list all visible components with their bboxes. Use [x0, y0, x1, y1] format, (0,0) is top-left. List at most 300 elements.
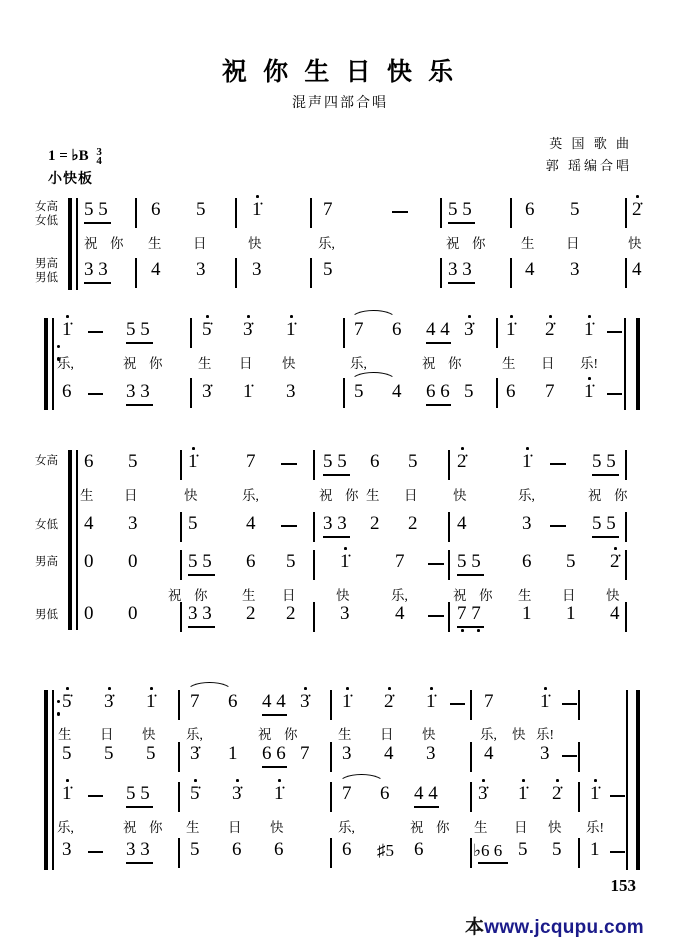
lyric: 生 — [518, 588, 532, 603]
note: 5 — [552, 839, 562, 860]
part-label-bass: 男低 — [35, 609, 58, 621]
subtitle: 混声四部合唱 — [292, 96, 388, 111]
beam — [188, 574, 215, 576]
note: ♯5 — [377, 841, 394, 860]
lyric: 日 — [514, 820, 528, 835]
lyric: 祝 — [319, 488, 333, 503]
note: 5 — [566, 551, 576, 572]
note: 5 5 — [448, 199, 472, 220]
note-extension-dash — [607, 393, 622, 395]
note: 3 3 — [323, 513, 347, 534]
lyric: 乐! — [586, 820, 604, 835]
note: 1̇ — [522, 451, 532, 472]
barline — [330, 690, 332, 720]
key-signature-text: 1 = ♭B — [48, 148, 89, 164]
lyric: 乐, — [242, 488, 259, 503]
note-extension-dash — [281, 525, 297, 527]
note: 1̇ — [584, 381, 594, 402]
lyric: 日 — [404, 488, 418, 503]
barline — [578, 782, 580, 812]
note-extension-dash — [562, 755, 577, 757]
note: 2 — [246, 603, 256, 624]
note: 5 — [570, 199, 580, 220]
note: 1̇ — [540, 691, 550, 712]
note: 0 — [128, 551, 138, 572]
barline — [578, 742, 580, 772]
note: 1̇ — [146, 691, 156, 712]
lyric: 乐, — [480, 727, 497, 742]
barline — [135, 198, 137, 228]
barline — [448, 512, 450, 542]
note: 3 — [570, 259, 580, 280]
lyric: 快 — [453, 488, 467, 503]
note: 0 — [84, 551, 94, 572]
note: 3̇ — [300, 691, 310, 712]
note: 7 7 — [457, 603, 481, 624]
lyric: 你 — [479, 588, 493, 603]
note: 3̇ — [190, 743, 200, 764]
note: 2̇ — [632, 199, 642, 220]
lyric: 日 — [124, 488, 138, 503]
beam — [457, 626, 484, 628]
barline — [440, 198, 442, 228]
octave-dot — [526, 447, 529, 450]
note: 6 — [342, 839, 352, 860]
lyric: 快 — [628, 236, 642, 251]
note: 5 — [128, 451, 138, 472]
note: 3̇ — [104, 691, 114, 712]
note: 7 — [323, 199, 333, 220]
note-extension-dash — [428, 563, 444, 565]
barline — [578, 690, 580, 720]
note: 3 — [426, 743, 436, 764]
barline — [330, 838, 332, 868]
barline — [625, 512, 627, 542]
lyric: 日 — [100, 727, 114, 742]
system-open-barline — [44, 318, 48, 410]
system-open-barline — [68, 198, 72, 290]
note: 1̇ — [62, 319, 72, 340]
note: 1̇ — [426, 691, 436, 712]
note: 6 — [246, 551, 256, 572]
barline — [235, 198, 237, 228]
note: 7 — [395, 551, 405, 572]
note: 4 — [151, 259, 161, 280]
lyric: 生 — [521, 236, 535, 251]
lyric: 你 — [149, 356, 163, 371]
lyric: 日 — [228, 820, 242, 835]
note-extension-dash — [562, 703, 577, 705]
octave-dot — [522, 779, 525, 782]
octave-dot — [150, 687, 153, 690]
system-open-barline — [44, 690, 48, 870]
lyric: 日 — [566, 236, 580, 251]
lyric: 你 — [614, 488, 628, 503]
lyric: 快 — [422, 727, 436, 742]
octave-dot — [290, 315, 293, 318]
note-extension-dash — [281, 463, 297, 465]
octave-dot — [346, 687, 349, 690]
lyric: 快 — [512, 727, 526, 742]
note: 6 — [274, 839, 284, 860]
note: 3 — [540, 743, 550, 764]
lyric: 生 — [80, 488, 94, 503]
note: 5 — [408, 451, 418, 472]
barline — [343, 378, 345, 408]
note: 1̇ — [188, 451, 198, 472]
beam — [448, 222, 475, 224]
lyric: 快 — [142, 727, 156, 742]
lyric: 日 — [562, 588, 576, 603]
note: 4 — [395, 603, 405, 624]
octave-dot — [192, 447, 195, 450]
note: 4 4 — [262, 691, 286, 712]
note: 5 5 — [84, 199, 108, 220]
barline — [178, 690, 180, 720]
octave-dot — [66, 315, 69, 318]
note: 5 — [518, 839, 528, 860]
lyric: 日 — [193, 236, 207, 251]
note: 1̇ — [286, 319, 296, 340]
barline — [510, 198, 512, 228]
barline — [343, 318, 345, 348]
lyric: 祝 — [446, 236, 460, 251]
octave-dot — [304, 687, 307, 690]
note: 6 — [522, 551, 532, 572]
barline — [235, 258, 237, 288]
page-number: 153 — [610, 876, 636, 895]
note: 3 3 — [126, 381, 150, 402]
note: 1̇ — [506, 319, 516, 340]
barline — [496, 378, 498, 408]
lyric: 日 — [541, 356, 555, 371]
octave-dot — [549, 315, 552, 318]
lyric: 祝 — [258, 727, 272, 742]
barline — [190, 378, 192, 408]
octave-dot — [344, 547, 347, 550]
octave-dot — [236, 779, 239, 782]
barline — [470, 690, 472, 720]
lyric: 快 — [282, 356, 296, 371]
beam — [126, 342, 153, 344]
note-extension-dash — [88, 851, 103, 853]
lyric: 乐! — [536, 727, 554, 742]
lyric: 乐, — [186, 727, 203, 742]
tempo-marking: 小快板 — [48, 172, 93, 187]
note: 2̇ — [610, 551, 620, 572]
note: 6 — [525, 199, 535, 220]
system-open-barline — [68, 450, 72, 630]
note: 1̇ — [584, 319, 594, 340]
octave-dot — [556, 779, 559, 782]
note: 6 — [232, 839, 242, 860]
lyric: 乐, — [518, 488, 535, 503]
note: 7 — [300, 743, 310, 764]
beam — [84, 222, 111, 224]
note: 3 — [340, 603, 350, 624]
lyric: 生 — [198, 356, 212, 371]
note: 5 — [323, 259, 333, 280]
octave-dot — [206, 315, 209, 318]
note: 3 — [342, 743, 352, 764]
note: 5̇ — [62, 691, 72, 712]
lyric: 快 — [270, 820, 284, 835]
watermark-url: www.jcqupu.com — [484, 917, 644, 938]
note: 3 — [522, 513, 532, 534]
lyric: 你 — [149, 820, 163, 835]
note: 1̇ — [274, 783, 284, 804]
note: 3̇ — [232, 783, 242, 804]
time-signature: 3 4 — [96, 145, 102, 167]
beam — [262, 714, 287, 716]
barline — [440, 258, 442, 288]
lyric: 祝 — [84, 236, 98, 251]
note: 6 — [506, 381, 516, 402]
beam — [126, 404, 153, 406]
lyric: 祝 — [588, 488, 602, 503]
note: 3 3 — [188, 603, 212, 624]
beam — [323, 536, 350, 538]
site-watermark — [465, 912, 644, 939]
barline — [578, 838, 580, 868]
note: 5 5 — [457, 551, 481, 572]
beam — [457, 574, 484, 576]
note: 5 — [104, 743, 114, 764]
barline — [448, 450, 450, 480]
note-extension-dash — [392, 211, 408, 213]
lyric: 生 — [338, 727, 352, 742]
octave-dot — [588, 315, 591, 318]
beam — [262, 766, 287, 768]
barline — [310, 198, 312, 228]
barline — [330, 742, 332, 772]
barline — [625, 450, 627, 480]
barline — [190, 318, 192, 348]
note-extension-dash — [88, 795, 103, 797]
barline — [330, 782, 332, 812]
note: 1̇ — [518, 783, 528, 804]
note: 6 6 — [262, 743, 286, 764]
note: 3 — [128, 513, 138, 534]
note: 3̇ — [202, 381, 212, 402]
note: 3̇ — [243, 319, 253, 340]
note: 5 — [190, 839, 200, 860]
note: 3 — [252, 259, 262, 280]
note: 1̇ — [243, 381, 253, 402]
note: 5 5 — [323, 451, 347, 472]
note: 5 — [146, 743, 156, 764]
note: 4 — [484, 743, 494, 764]
note: 3 3 — [84, 259, 108, 280]
barline — [76, 450, 78, 630]
lyric: 快 — [248, 236, 262, 251]
barline — [52, 318, 54, 410]
octave-dot — [66, 687, 69, 690]
note: 7 — [246, 451, 256, 472]
note: 7 — [190, 691, 200, 712]
note: 3 — [62, 839, 72, 860]
repeat-dots — [57, 700, 60, 725]
lyric: 生 — [242, 588, 256, 603]
barline — [313, 512, 315, 542]
note: 1̇ — [342, 691, 352, 712]
note: 2̇ — [545, 319, 555, 340]
note-extension-dash — [610, 795, 625, 797]
lyric: 生 — [502, 356, 516, 371]
part-label-soprano: 女高 — [35, 201, 58, 213]
barline — [625, 258, 627, 288]
octave-dot — [468, 315, 471, 318]
note: 1̇ — [590, 783, 600, 804]
beam — [448, 282, 475, 284]
lyric: 生 — [474, 820, 488, 835]
note: 6 6 — [426, 381, 450, 402]
octave-dot — [388, 687, 391, 690]
part-label-bass: 男低 — [35, 272, 58, 284]
note: 2 — [370, 513, 380, 534]
lyric: 日 — [239, 356, 253, 371]
barline — [313, 550, 315, 580]
barline — [310, 258, 312, 288]
lyric: 乐, — [338, 820, 355, 835]
note: 1 — [566, 603, 576, 624]
note: 7 — [342, 783, 352, 804]
lyric: 生 — [58, 727, 72, 742]
lyric: 乐, — [391, 588, 408, 603]
barline — [52, 690, 54, 870]
lyric: 你 — [448, 356, 462, 371]
note: 3 3 — [126, 839, 150, 860]
lyric: 你 — [436, 820, 450, 835]
note: 3 — [196, 259, 206, 280]
lyric: 日 — [282, 588, 296, 603]
note: 3̇ — [464, 319, 474, 340]
note-extension-dash — [450, 703, 465, 705]
note: 4 — [610, 603, 620, 624]
barline — [496, 318, 498, 348]
beam — [84, 282, 111, 284]
note: 4 — [457, 513, 467, 534]
octave-dot-low — [461, 629, 464, 632]
note: 5̇ — [202, 319, 212, 340]
note: 7 — [354, 319, 364, 340]
note: 4 — [246, 513, 256, 534]
note-extension-dash — [610, 851, 625, 853]
barline — [626, 690, 628, 870]
note-extension-dash — [428, 615, 444, 617]
note: 5 — [286, 551, 296, 572]
lyric: 祝 — [410, 820, 424, 835]
part-label-soprano: 女高 — [35, 455, 58, 467]
note: 2̇ — [457, 451, 467, 472]
note: 2̇ — [384, 691, 394, 712]
note: 6 — [151, 199, 161, 220]
part-label-tenor: 男高 — [35, 258, 58, 270]
note: 5 5 — [126, 783, 150, 804]
barline — [178, 742, 180, 772]
note: 2 — [408, 513, 418, 534]
note: 2̇ — [552, 783, 562, 804]
barline — [625, 198, 627, 228]
octave-dot — [461, 447, 464, 450]
beam — [592, 536, 619, 538]
octave-dot — [194, 779, 197, 782]
note: 6 — [84, 451, 94, 472]
note: 4 — [525, 259, 535, 280]
note: 5̇ — [190, 783, 200, 804]
barline — [625, 550, 627, 580]
beam — [592, 474, 619, 476]
note: 1 — [522, 603, 532, 624]
note: 1 — [590, 839, 600, 860]
note: 5 — [464, 381, 474, 402]
note: 1̇ — [62, 783, 72, 804]
lyric: 乐, — [318, 236, 335, 251]
note: 7 — [484, 691, 494, 712]
barline — [135, 258, 137, 288]
beam — [126, 806, 153, 808]
octave-dot — [510, 315, 513, 318]
barline — [180, 512, 182, 542]
barline — [313, 450, 315, 480]
lyric: 快 — [606, 588, 620, 603]
lyric: 日 — [380, 727, 394, 742]
note: 2 — [286, 603, 296, 624]
note: 5 5 — [592, 451, 616, 472]
note-extension-dash — [88, 331, 103, 333]
note: 6 — [370, 451, 380, 472]
note: 4 — [84, 513, 94, 534]
beam — [188, 626, 215, 628]
credit-line-2: 郭 瑶编合唱 — [545, 158, 632, 173]
note: 4 — [392, 381, 402, 402]
barline — [178, 782, 180, 812]
note: 6 — [414, 839, 424, 860]
beam — [126, 862, 153, 864]
note: 5 — [188, 513, 198, 534]
note: 6 — [228, 691, 238, 712]
note-extension-dash — [88, 393, 103, 395]
note: 1̇ — [252, 199, 262, 220]
barline — [178, 838, 180, 868]
note: 1̇ — [340, 551, 350, 572]
part-label-alto: 女低 — [35, 519, 58, 531]
note-extension-dash — [550, 463, 566, 465]
lyric: 快 — [336, 588, 350, 603]
lyric: 祝 — [168, 588, 182, 603]
octave-dot — [278, 779, 281, 782]
note: ♭6 6 — [473, 841, 503, 860]
note: 3̇ — [478, 783, 488, 804]
octave-dot — [430, 687, 433, 690]
note: 3 3 — [448, 259, 472, 280]
beam — [414, 806, 439, 808]
octave-dot — [544, 687, 547, 690]
barline — [180, 550, 182, 580]
note: 6 — [392, 319, 402, 340]
lyric: 乐! — [580, 356, 598, 371]
beam — [426, 404, 451, 406]
lyric: 生 — [366, 488, 380, 503]
octave-dot-low — [477, 629, 480, 632]
note: 0 — [128, 603, 138, 624]
note: 4 — [384, 743, 394, 764]
beam — [478, 862, 508, 864]
lyric: 你 — [194, 588, 208, 603]
note-extension-dash — [550, 525, 566, 527]
octave-dot — [247, 315, 250, 318]
note: 3 — [286, 381, 296, 402]
